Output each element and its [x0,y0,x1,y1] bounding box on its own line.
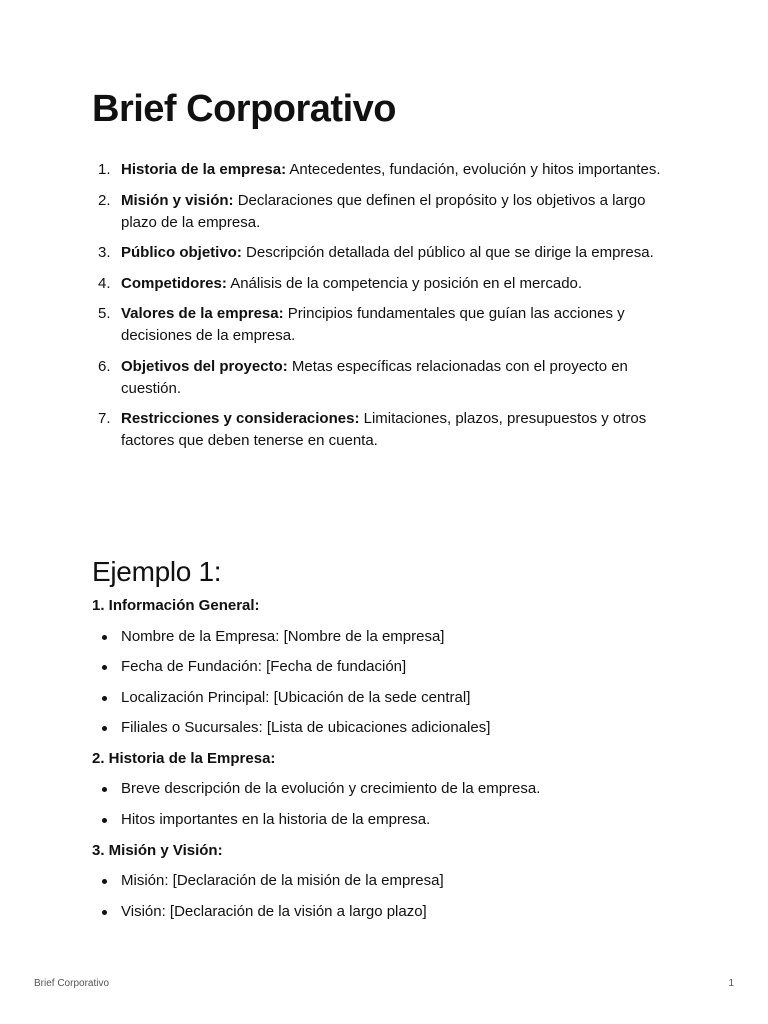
outline-term: Público objetivo: [121,244,242,261]
outline-list [92,159,680,461]
list-item-text: Nombre de la Empresa: [Nombre de la empresa] [121,627,445,645]
outline-item [92,273,680,295]
outline-number: 4. [98,274,111,292]
list-item [92,687,680,709]
list-item-text: Misión: [Declaración de la misión de la empresa] [121,872,444,890]
list-item-text: Hitos importantes en la historia de la empresa. [121,810,431,828]
outline-term: Misión y visión: [121,191,234,209]
outline-number: 6. [98,357,111,375]
bullet-list [92,626,680,740]
outline-term: Historia de la empresa: [121,161,287,178]
bullet-list [92,778,680,831]
footer-title: Brief Corporativo [34,978,110,989]
outline-number: 2. [98,191,111,209]
bullet-icon [102,665,107,670]
list-item [92,870,680,892]
list-item-text: Filiales o Sucursales: [Lista de ubicaciones adicionales] [121,719,491,737]
outline-item [92,303,680,347]
outline-description: Antecedentes, fundación, evolución y hitos importantes. [289,161,661,178]
list-item [92,778,680,800]
outline-term: Competidores: [121,274,227,292]
outline-term: Valores de la empresa: [121,305,284,322]
bullet-icon [102,818,107,823]
bullet-icon [102,787,107,792]
outline-item [92,190,680,234]
outline-item [92,356,680,400]
outline-item [92,408,680,452]
section-subheading: 2. Historia de la Empresa: [92,749,276,767]
outline-description: Metas específicas relacionadas con el proyecto en cuestión. [121,357,628,397]
outline-number: 7. [98,410,111,427]
list-item [92,809,680,831]
list-item [92,901,680,923]
outline-description: Principios fundamentales que guían las acciones y decisiones de la empresa. [121,305,625,344]
outline-description: Análisis de la competencia y posición en el mercado. [230,274,583,292]
outline-number: 1. [98,161,111,178]
outline-number: 5. [98,305,111,322]
outline-term: Objetivos del proyecto: [121,357,288,375]
bullet-icon [102,696,107,701]
example-heading: Ejemplo 1: [92,556,222,587]
outline-term: Restricciones y consideraciones: [121,410,360,427]
page-title: Brief Corporativo [92,88,396,130]
list-item-text: Fecha de Fundación: [Fecha de fundación] [121,658,407,676]
list-item-text: Localización Principal: [Ubicación de la sede central] [121,688,471,706]
outline-description: Declaraciones que definen el propósito y los objetivos a largo plazo de la empresa. [121,191,646,231]
list-item [92,656,680,678]
example-content [92,595,680,931]
list-item [92,717,680,739]
bullet-icon [102,635,107,640]
outline-number: 3. [98,244,111,261]
bullet-list [92,870,680,923]
section-subheading: 3. Misión y Visión: [92,841,223,859]
outline-item [92,159,680,181]
bullet-icon [102,726,107,731]
outline-description: Limitaciones, plazos, presupuestos y otros factores que deben tenerse en cuenta. [121,410,647,449]
page-number: 1 [728,978,734,989]
list-item-text: Visión: [Declaración de la visión a largo plazo] [121,902,427,920]
outline-description: Descripción detallada del público al que se dirige la empresa. [246,244,654,261]
bullet-icon [102,910,107,915]
list-item [92,626,680,648]
list-item-text: Breve descripción de la evolución y crecimiento de la empresa. [121,780,541,798]
bullet-icon [102,879,107,884]
outline-item [92,242,680,264]
section-subheading: 1. Información General: [92,597,260,614]
